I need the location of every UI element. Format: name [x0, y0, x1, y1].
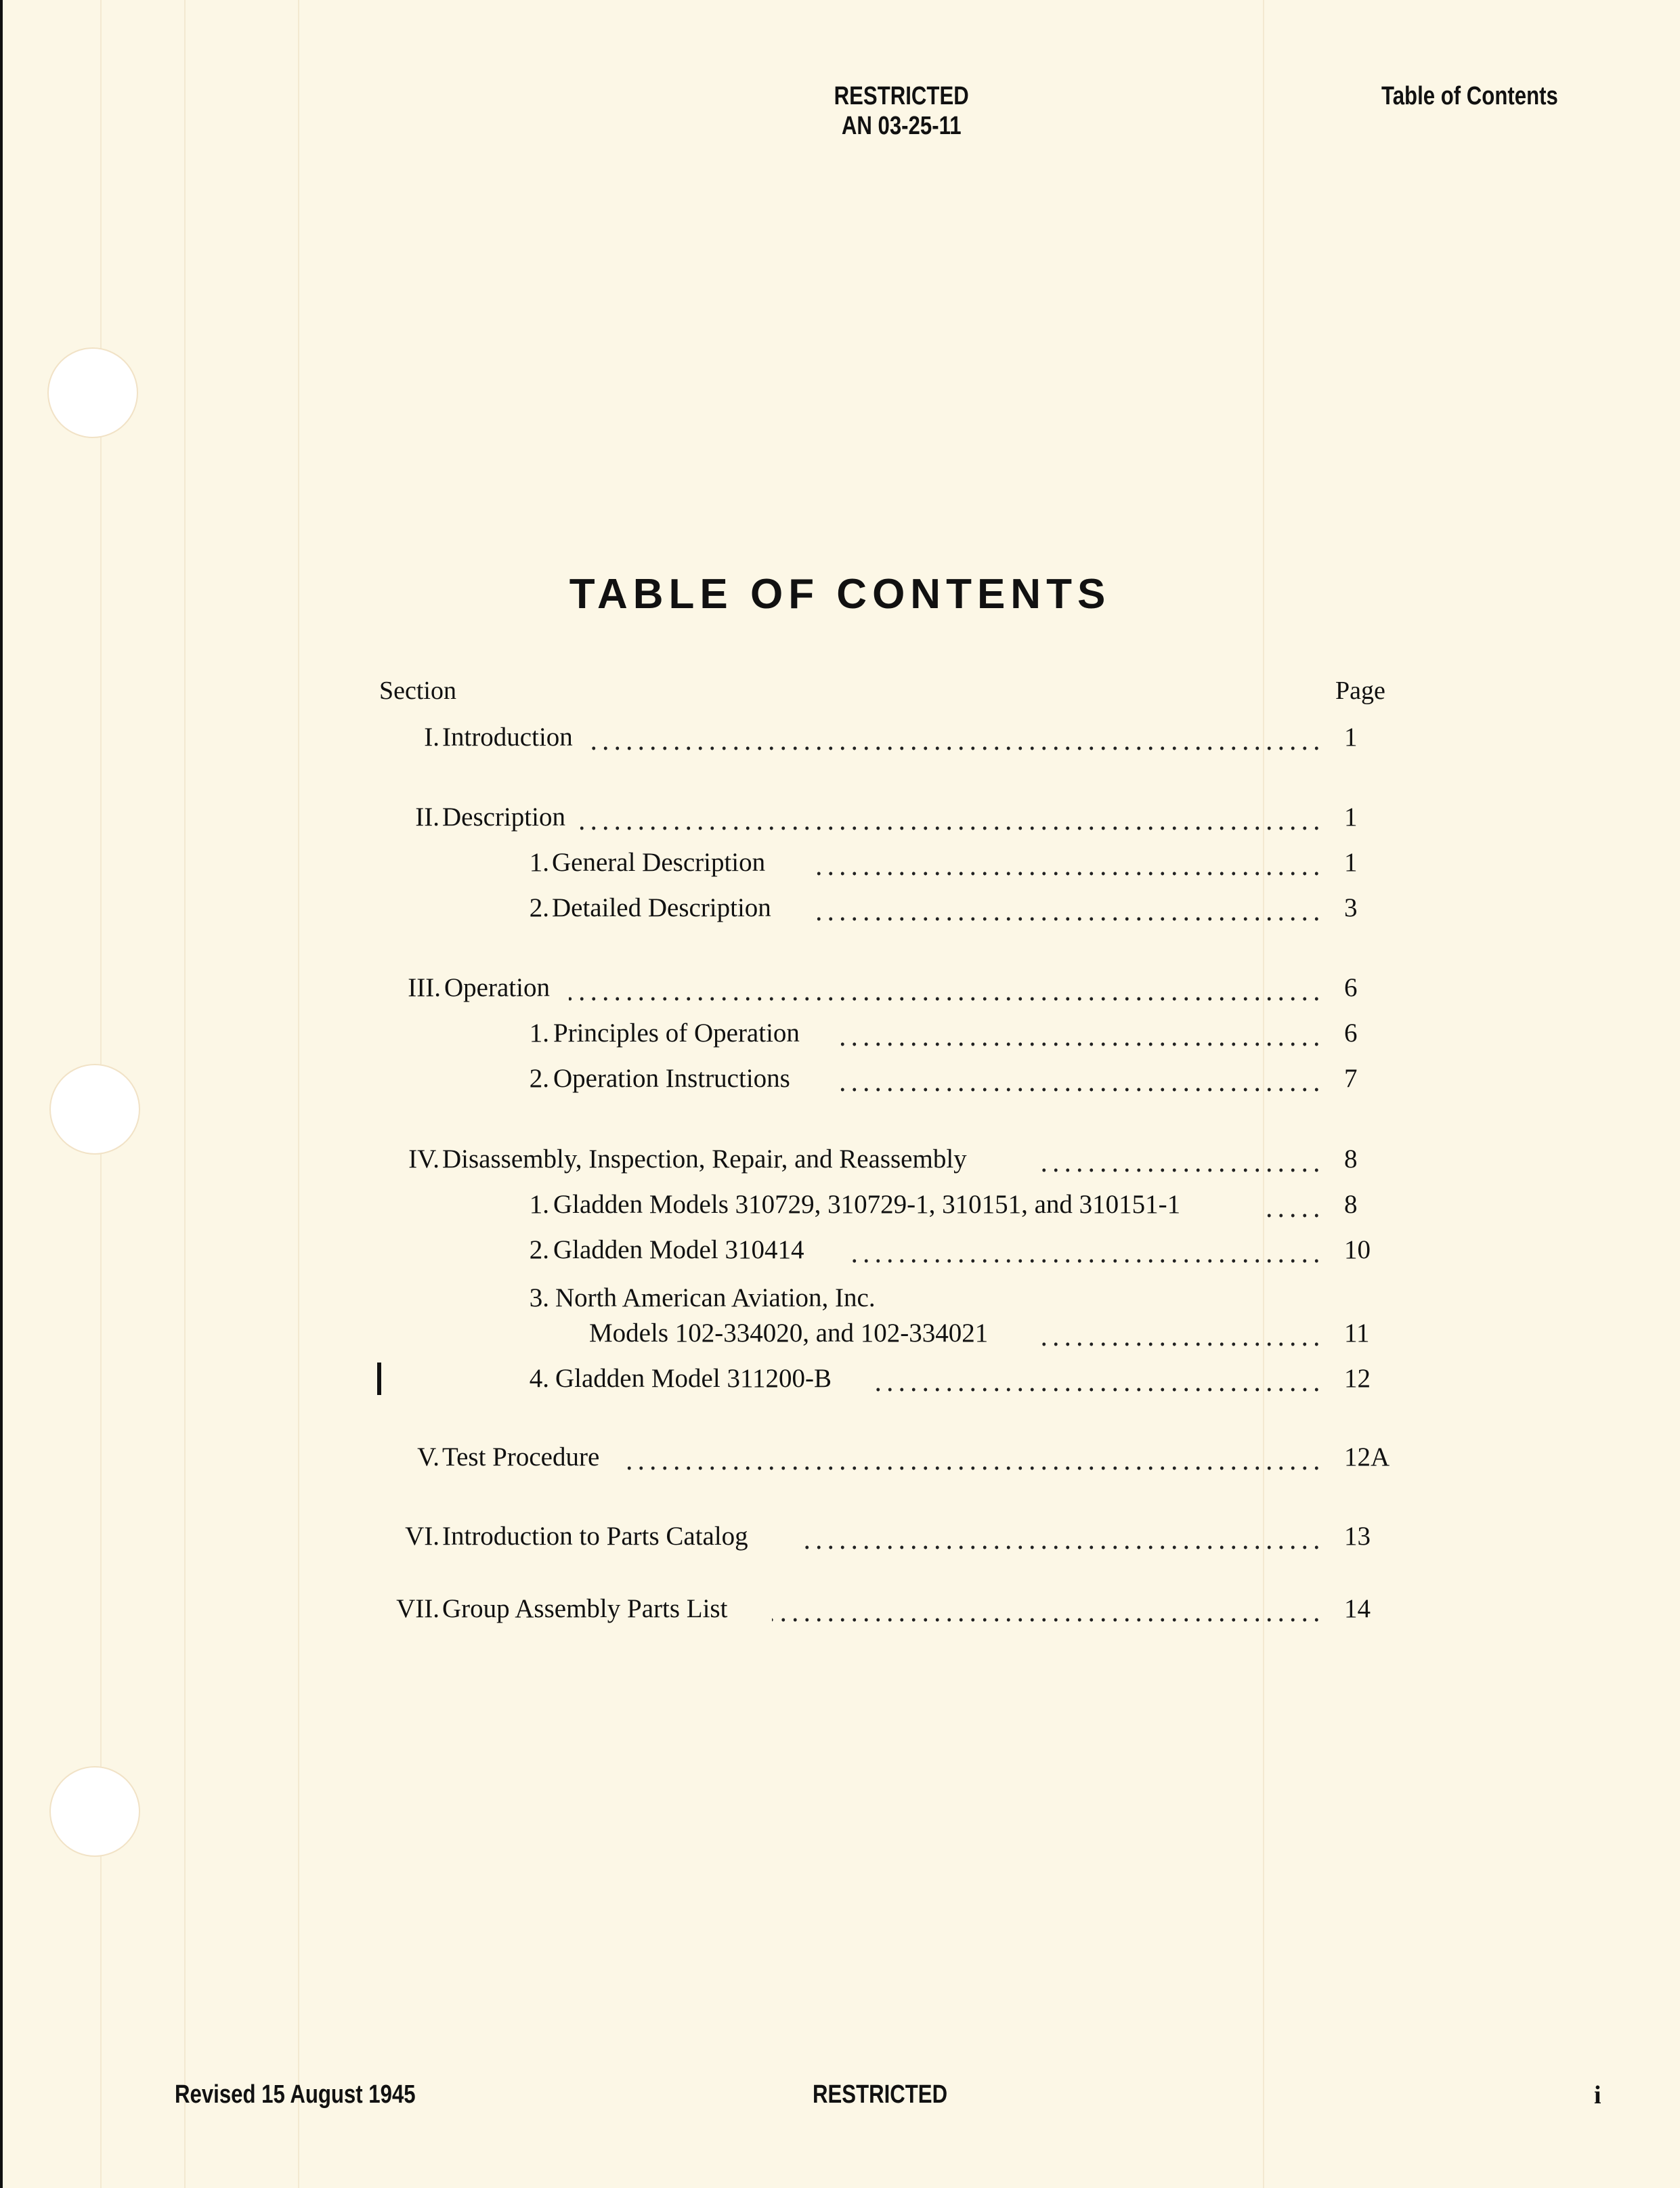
toc-entry-section-6[interactable] — [0, 1520, 1680, 1553]
dot-leader — [589, 721, 1322, 754]
toc-entry-number: VII. — [396, 1594, 439, 1623]
dot-leader — [840, 1017, 1322, 1050]
header-section-title: Table of Contents — [1381, 82, 1558, 110]
dot-leader — [846, 1234, 1322, 1266]
dot-leader — [813, 846, 1322, 879]
toc-entry-number: 3. — [529, 1283, 549, 1312]
toc-entry-number: III. — [408, 973, 441, 1002]
toc-entry-section-4[interactable] — [0, 1143, 1680, 1176]
toc-entry-page: 12A — [1344, 1442, 1390, 1472]
dot-leader — [623, 1441, 1322, 1474]
column-header-section: Section — [379, 677, 456, 705]
toc-entry-label: Disassembly, Inspection, Repair, and Reassembly — [442, 1143, 976, 1176]
toc-entry-label: Test Procedure — [442, 1441, 609, 1474]
toc-entry-section-3[interactable] — [0, 972, 1680, 1004]
dot-leader — [1036, 1317, 1322, 1350]
toc-entry-label: Principles of Operation — [553, 1017, 809, 1050]
toc-entry-4-2[interactable] — [0, 1234, 1680, 1266]
dot-leader — [813, 892, 1322, 924]
punch-hole-bottom — [51, 1767, 139, 1855]
toc-entry-label: Introduction — [442, 721, 582, 754]
toc-entry-page: 8 — [1344, 1144, 1358, 1174]
toc-entry-page: 1 — [1344, 802, 1358, 832]
toc-entry-2-2[interactable] — [0, 892, 1680, 924]
toc-entry-4-4[interactable] — [0, 1363, 1680, 1395]
dot-leader — [840, 1063, 1322, 1095]
header-center — [813, 81, 990, 141]
toc-entry-label: Detailed Description — [552, 892, 781, 924]
toc-entry-number: I. — [424, 723, 439, 752]
toc-entry-4-1[interactable] — [0, 1188, 1680, 1221]
toc-entry-4-3[interactable] — [0, 1282, 1680, 1314]
dot-leader — [772, 1593, 1322, 1625]
toc-entry-section-1[interactable] — [0, 721, 1680, 754]
toc-entry-label: General Description — [552, 846, 775, 879]
toc-entry-number: II. — [415, 802, 439, 832]
toc-entry-page: 6 — [1344, 1018, 1358, 1048]
footer-page-number: i — [1594, 2081, 1601, 2109]
punch-hole-top — [49, 349, 137, 437]
toc-entry-page: 1 — [1344, 848, 1358, 877]
page-title: TABLE OF CONTENTS — [569, 571, 1111, 618]
toc-entry-label: Gladden Model 310414 — [553, 1234, 813, 1266]
toc-entry-number: 1. — [529, 1190, 549, 1219]
header-classification: RESTRICTED — [834, 82, 969, 110]
dot-leader — [874, 1363, 1322, 1395]
toc-entry-3-2[interactable] — [0, 1063, 1680, 1095]
footer-revision-date: Revised 15 August 1945 — [175, 2080, 416, 2109]
toc-entry-page: 14 — [1344, 1594, 1371, 1623]
toc-entry-number: V. — [417, 1442, 439, 1472]
dot-leader — [1259, 1188, 1322, 1221]
toc-entry-page: 12 — [1344, 1364, 1371, 1393]
toc-entry-section-2[interactable] — [0, 801, 1680, 834]
toc-entry-section-5[interactable] — [0, 1441, 1680, 1474]
toc-entry-label: Gladden Models 310729, 310729-1, 310151, and 310151-1 — [553, 1188, 1190, 1221]
toc-entry-2-1[interactable] — [0, 846, 1680, 879]
column-header-page: Page — [1335, 677, 1385, 705]
toc-entry-number: 2. — [529, 893, 549, 922]
footer-classification: RESTRICTED — [813, 2080, 948, 2109]
toc-entry-number: 1. — [529, 1018, 549, 1048]
dot-leader — [579, 801, 1322, 834]
toc-entry-page: 6 — [1344, 973, 1358, 1002]
toc-entry-number: IV. — [408, 1144, 439, 1174]
toc-entry-label: Description — [442, 801, 575, 834]
toc-entry-page: 10 — [1344, 1235, 1371, 1264]
toc-entry-page: 3 — [1344, 893, 1358, 922]
header-document-number: AN 03-25-11 — [841, 112, 962, 140]
toc-entry-label: North American Aviation, Inc. — [555, 1282, 885, 1314]
toc-entry-section-7[interactable] — [0, 1593, 1680, 1625]
toc-entry-page: 7 — [1344, 1064, 1358, 1093]
toc-entry-number: VI. — [405, 1522, 439, 1551]
toc-entry-page: 1 — [1344, 723, 1358, 752]
dot-leader — [1036, 1143, 1322, 1176]
toc-entry-number: 2. — [529, 1235, 549, 1264]
toc-entry-label: Operation Instructions — [553, 1063, 800, 1095]
toc-entry-3-1[interactable] — [0, 1017, 1680, 1050]
toc-entry-number: 1. — [529, 848, 549, 877]
toc-entry-4-3-continued[interactable] — [0, 1317, 1680, 1350]
toc-entry-label: Operation — [444, 972, 559, 1004]
dot-leader — [799, 1520, 1322, 1553]
toc-entry-page: 8 — [1344, 1190, 1358, 1219]
toc-entry-page: 13 — [1344, 1522, 1371, 1551]
toc-entry-label: Group Assembly Parts List — [442, 1593, 737, 1625]
toc-entry-label: Introduction to Parts Catalog — [442, 1520, 758, 1553]
toc-entry-number: 2. — [529, 1064, 549, 1093]
toc-entry-label-continued: Models 102-334020, and 102-334021 — [589, 1317, 997, 1350]
toc-entry-number: 4. — [529, 1364, 549, 1393]
toc-entry-page: 11 — [1344, 1318, 1370, 1348]
dot-leader — [569, 972, 1322, 1004]
toc-entry-label: Gladden Model 311200-B — [555, 1363, 841, 1395]
